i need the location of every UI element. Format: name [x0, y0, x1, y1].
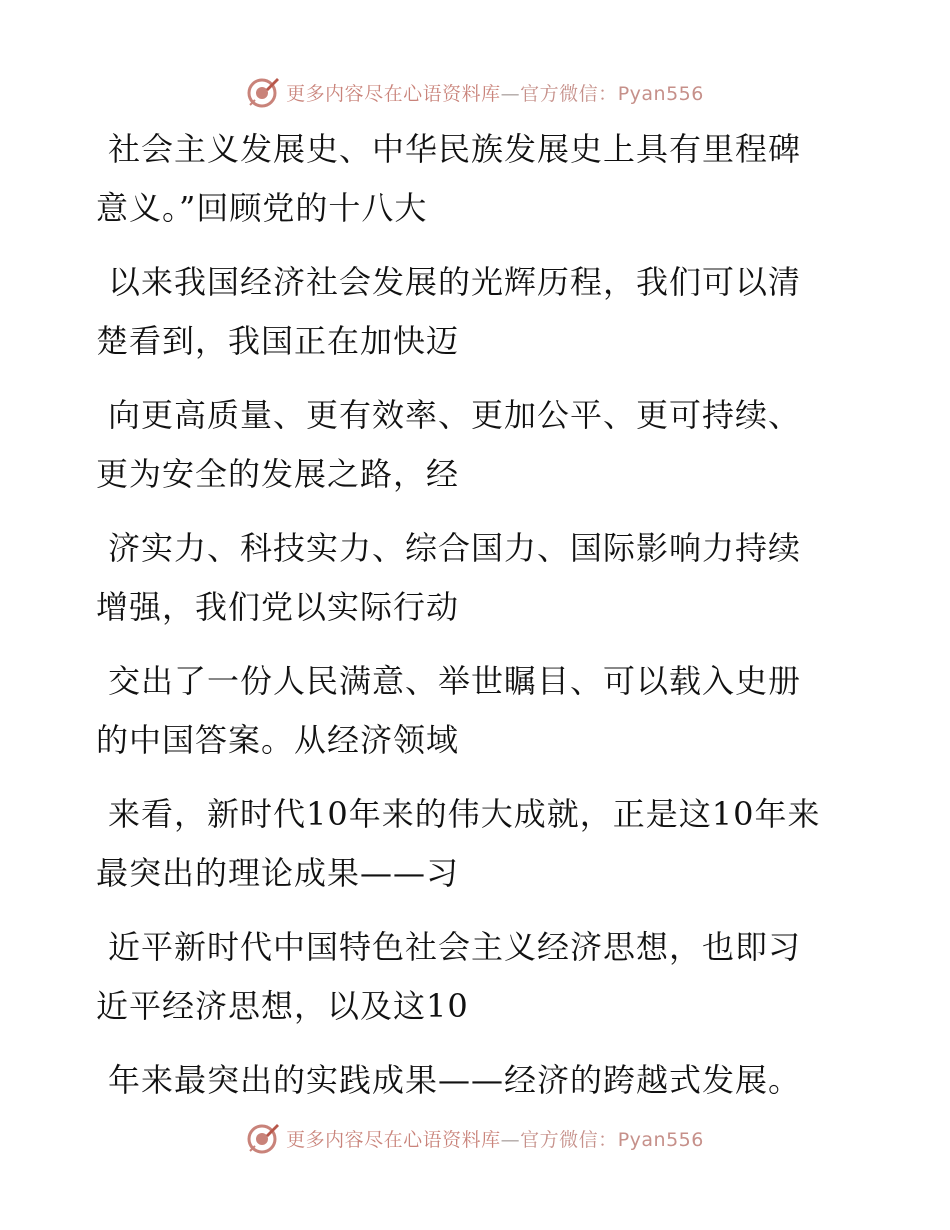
banner-wechat-label: 官方微信： — [520, 82, 618, 105]
paragraph — [96, 120, 876, 238]
text-line: 增强，我们党以实际行动 — [96, 588, 460, 626]
pen-logo-icon — [246, 1121, 280, 1155]
text-line: 济实力、科技实力、综合国力、国际影响力持续 — [108, 529, 802, 567]
document-body — [96, 120, 876, 1125]
paragraph — [96, 519, 876, 637]
pen-logo-icon — [246, 75, 280, 109]
banner-wechat-label: 官方微信： — [520, 1128, 618, 1151]
text-line: 年来最突出的实践成果——经济的跨越式发展。 — [108, 1061, 802, 1099]
banner-wechat-id: Pyan556 — [617, 1128, 704, 1151]
text-line: 以来我国经济社会发展的光辉历程，我们可以清 — [108, 263, 802, 301]
banner-separator: — — [500, 1128, 521, 1151]
text-line: 最突出的理论成果——习 — [96, 854, 460, 892]
paragraph — [96, 386, 876, 504]
text-line: 近平新时代中国特色社会主义经济思想，也即习 — [108, 928, 802, 966]
banner-site: 更多内容尽在心语资料库 — [286, 82, 501, 105]
text-line: 的中国答案。从经济领域 — [96, 721, 460, 759]
header-banner — [0, 72, 950, 112]
paragraph — [96, 918, 876, 1036]
banner-text — [286, 1125, 704, 1152]
paragraph — [96, 785, 876, 903]
text-line: 向更高质量、更有效率、更加公平、更可持续、 — [108, 396, 802, 434]
paragraph — [96, 652, 876, 770]
text-line: 更为安全的发展之路，经 — [96, 455, 460, 493]
paragraph — [96, 253, 876, 371]
paragraph — [96, 1051, 876, 1110]
text-line: 社会主义发展史、中华民族发展史上具有里程碑 — [108, 130, 802, 168]
text-line: 意义。”回顾党的十八大 — [96, 189, 428, 227]
text-line: 楚看到，我国正在加快迈 — [96, 322, 460, 360]
banner-wechat-id: Pyan556 — [617, 82, 704, 105]
footer-banner — [0, 1118, 950, 1158]
banner-text — [286, 79, 704, 106]
banner-site: 更多内容尽在心语资料库 — [286, 1128, 501, 1151]
text-line: 来看，新时代10年来的伟大成就，正是这10年来 — [108, 795, 821, 833]
text-line: 近平经济思想，以及这10 — [96, 987, 469, 1025]
banner-separator: — — [500, 82, 521, 105]
text-line: 交出了一份人民满意、举世瞩目、可以载入史册 — [108, 662, 802, 700]
